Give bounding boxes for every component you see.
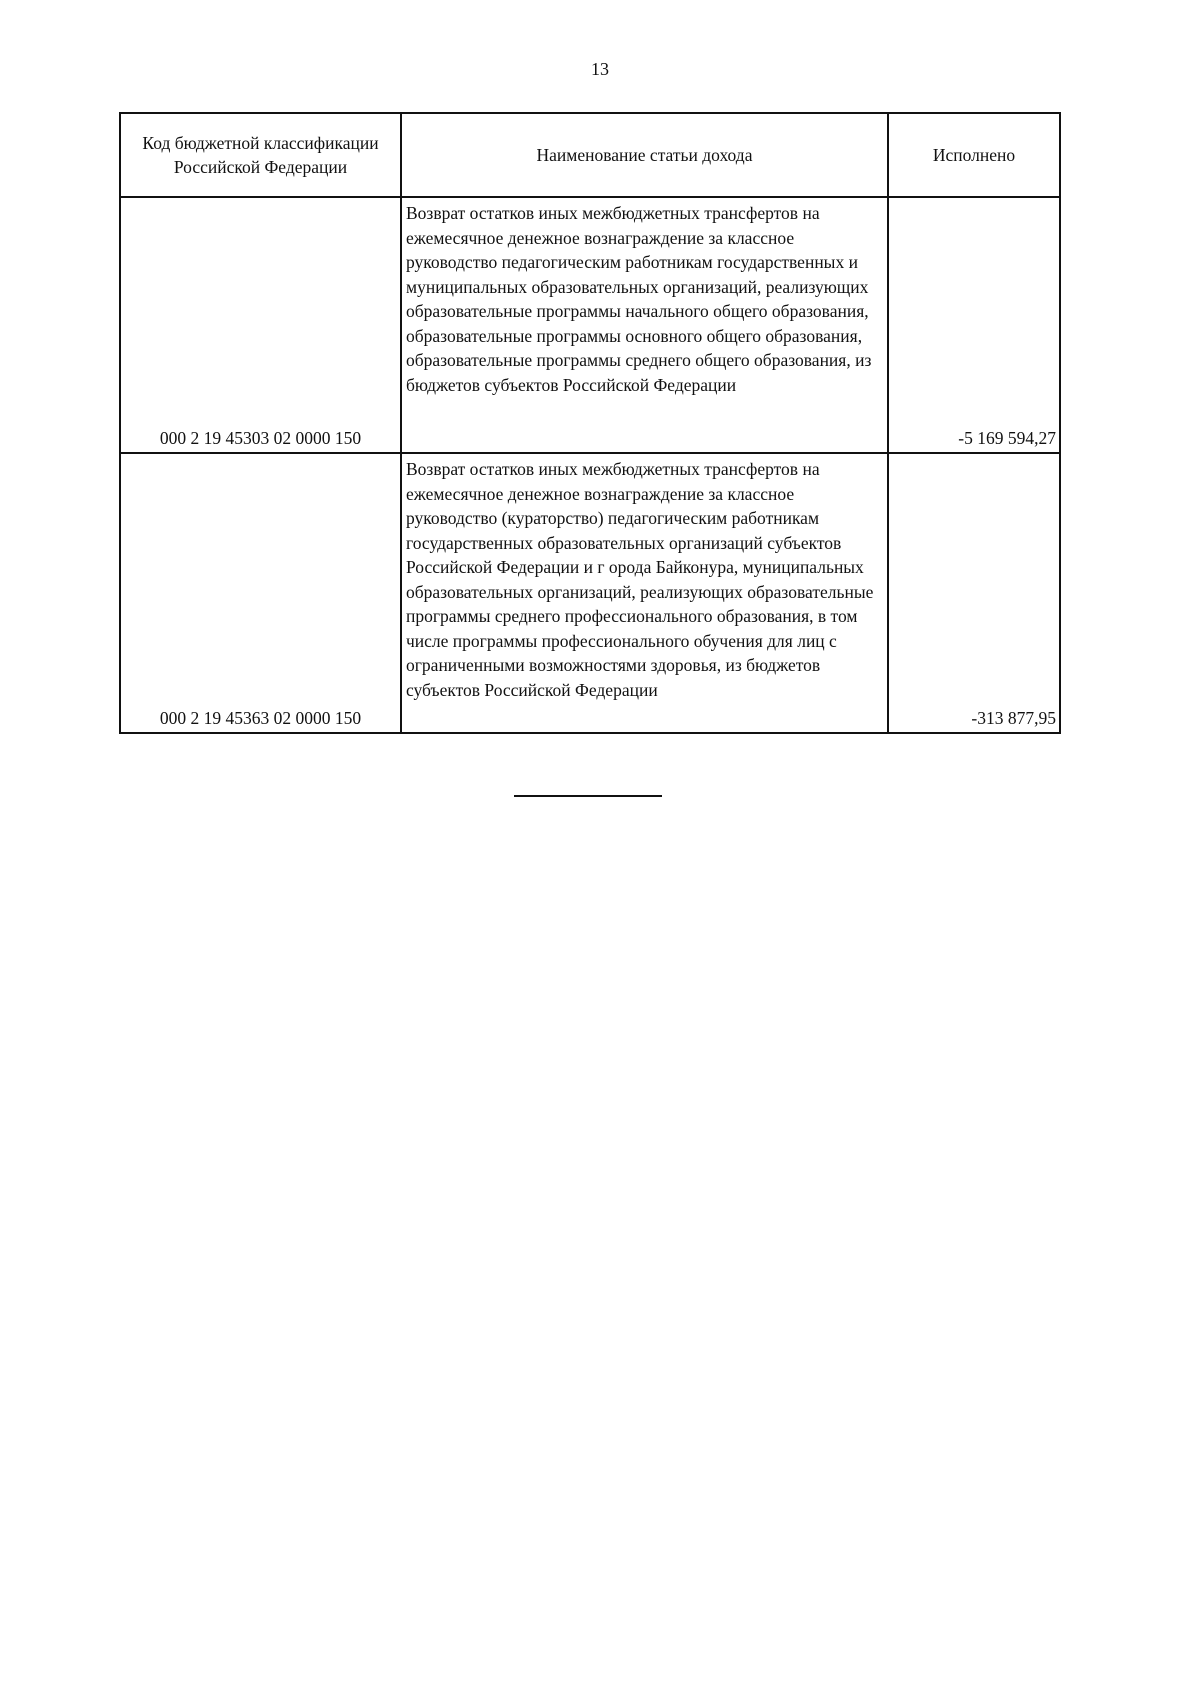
table-row	[120, 197, 1060, 453]
page-number: 13	[591, 59, 609, 79]
table-row	[120, 453, 1060, 733]
budget-income-table	[119, 112, 1061, 734]
header-code: Код бюджетной классификации Российской Федерации	[120, 113, 401, 197]
header-name: Наименование статьи дохода	[401, 113, 888, 197]
end-divider	[514, 795, 662, 797]
row-name: Возврат остатков иных межбюджетных трансфертов на ежемесячное денежное вознаграждение за классное руководство педагогическим работникам государственных и муниципальных образовательных организаций, реализующих образовательные программы начального общего образования, образовательные программы основного общего образования, образовательные программы среднего общего образования, из бюджетов субъектов Российской Федерации	[401, 197, 888, 453]
table-header-row	[120, 113, 1060, 197]
row-amount: -5 169 594,27	[888, 197, 1060, 453]
row-name: Возврат остатков иных межбюджетных трансфертов на ежемесячное денежное вознаграждение за классное руководство (кураторство) педагогическим работникам государственных образовательных организаций субъектов Российской Федерации и г орода Байконура, муниципальных образовательных организаций, реализующих образовательные программы среднего профессионального образования, в том числе программы профессионального обучения для лиц с ограниченными возможностями здоровья, из бюджетов субъектов Российской Федерации	[401, 453, 888, 733]
row-code: 000 2 19 45363 02 0000 150	[120, 453, 401, 733]
row-amount: -313 877,95	[888, 453, 1060, 733]
header-amount: Исполнено	[888, 113, 1060, 197]
row-code: 000 2 19 45303 02 0000 150	[120, 197, 401, 453]
